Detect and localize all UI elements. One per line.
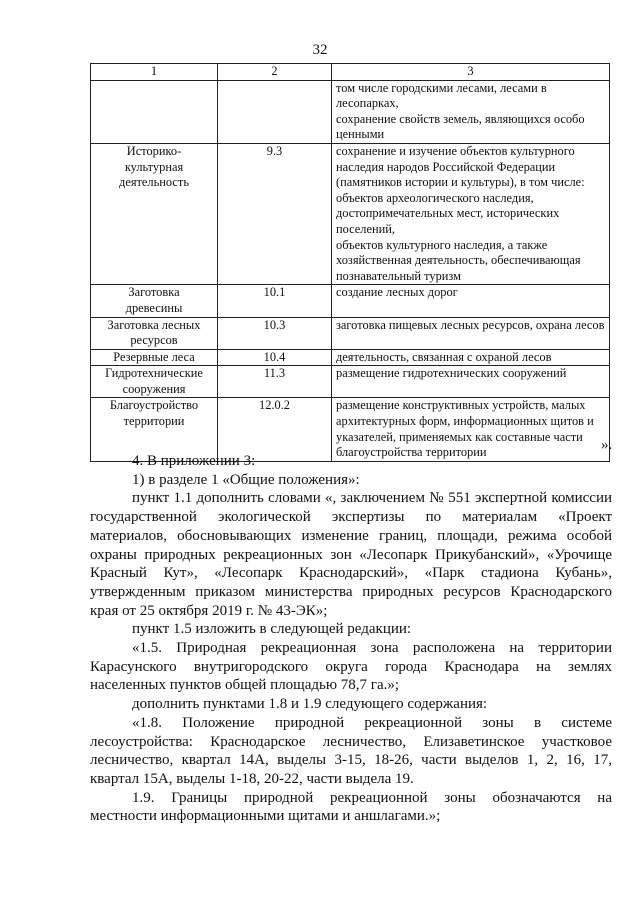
paragraph-line: «1.8. Положение природной рекреационной зоны в системе: [132, 714, 612, 731]
description-line: размещение конструктивных устройств, малых: [336, 398, 586, 413]
table-row: [91, 349, 610, 366]
type-line: Гидротехнические: [105, 366, 203, 381]
type-line: древесины: [125, 300, 183, 315]
row-code: 10.1: [218, 285, 332, 317]
land-use-table: [90, 63, 613, 462]
paragraph-line: Красный Кут», «Лесопарк Краснодарский», «Парк стадиона Кубань»,: [90, 565, 612, 582]
description-line: архитектурных форм, информационных щитов и: [336, 414, 594, 429]
row-type: [91, 80, 218, 143]
type-line: Резервные леса: [113, 349, 195, 364]
table-row: [91, 285, 610, 317]
description-line: заготовка пищевых лесных ресурсов, охрана лесов: [336, 317, 605, 332]
row-type: [91, 285, 218, 317]
description-line: создание лесных дорог: [336, 285, 458, 300]
row-code: [218, 80, 332, 143]
page-number: 32: [312, 42, 328, 58]
type-line: сооружения: [122, 381, 186, 396]
paragraph-add-items: дополнить пунктами 1.8 и 1.9 следующего содержания:: [132, 696, 488, 713]
description-line: сохранение и изучение объектов культурного: [336, 143, 575, 158]
description-line: указателей, применяемых как составные части: [336, 429, 583, 444]
description-line: том числе городскими лесами, лесами в лесопарках,: [336, 80, 547, 111]
header-col-1: 1: [91, 64, 218, 81]
row-description: [332, 285, 610, 317]
description-line: деятельность, связанная с охраной лесов: [336, 349, 552, 364]
row-type: [91, 143, 218, 284]
type-line: культурная: [124, 159, 184, 174]
body-text: [90, 452, 612, 826]
row-description: [332, 317, 610, 349]
row-type: [91, 349, 218, 366]
paragraph-line: охраны природных рекреационных зон «Лесопарк Прикубанский», «Урочище: [90, 546, 612, 563]
paragraph-line: Карасунского внутригородского округа города Краснодара на землях: [90, 658, 612, 675]
description-line: сохранение свойств земель, являющихся особо: [336, 111, 585, 126]
paragraph-line: лесничество, квартал 14А, выделы 3-15, 18-26, части выделов 1, 2, 16, 17,: [90, 752, 612, 769]
description-line: (памятников истории и культуры), в том числе:: [336, 175, 585, 190]
type-line: Заготовка лесных: [107, 317, 201, 332]
paragraph-item-1-5-intro: пункт 1.5 изложить в следующей редакции:: [132, 621, 412, 638]
description-line: объектов археологического наследия,: [336, 190, 534, 205]
description-line: достопримечательных мест, исторических поселений,: [336, 206, 560, 236]
type-line: Заготовка: [128, 285, 180, 300]
description-line: благоустройства территории: [336, 445, 487, 460]
paragraph-line: утвержденным приказом министерства природных ресурсов Краснодарского: [90, 583, 612, 600]
type-line: ресурсов: [130, 333, 178, 348]
type-line: деятельность: [119, 175, 189, 190]
table-row: [91, 366, 610, 398]
paragraph-line: 1.9. Границы природной рекреационной зоны обозначаются на: [132, 789, 612, 806]
header-col-3: 3: [332, 64, 610, 81]
type-line: Благоустройство: [109, 398, 199, 413]
row-code: 9.3: [218, 143, 332, 284]
row-code: 10.3: [218, 317, 332, 349]
row-code: 11.3: [218, 366, 332, 398]
paragraph-appendix-3: 4. В приложении 3:: [132, 453, 256, 469]
paragraph-line: материалов, обосновывающих изменение границ, площади, режима особой: [90, 527, 612, 544]
type-line: территории: [123, 414, 185, 429]
paragraph-line: государственной экологической экспертизы по материалам «Проект: [90, 509, 612, 526]
header-col-2: 2: [218, 64, 332, 81]
paragraph-line: местности информационными щитами и аншлагами.»;: [90, 808, 441, 825]
row-code: 10.4: [218, 349, 332, 366]
paragraph-line: края от 25 октября 2019 г. № 43-ЭК»;: [90, 602, 328, 619]
paragraph-line: «1.5. Природная рекреационная зона расположена на территории: [132, 640, 612, 657]
description-line: ценными: [336, 127, 385, 142]
table-row: [91, 80, 610, 143]
table-row: [91, 317, 610, 349]
table-row: [91, 143, 610, 284]
table-header-row: [91, 64, 610, 81]
row-type: [91, 366, 218, 398]
description-line: хозяйственная деятельность, обеспечивающая: [336, 253, 581, 268]
paragraph-line: пункт 1.1 дополнить словами «, заключением № 551 экспертной комиссии: [132, 490, 612, 507]
paragraph-line: лесоустройства: Краснодарское лесничество, Елизаветинское участковое: [90, 733, 612, 750]
paragraph-line: населенных пунктов общей площадью 78,7 га.»;: [90, 677, 400, 694]
description-line: наследия народов Российской Федерации: [336, 159, 556, 174]
description-line: познавательный туризм: [336, 268, 461, 283]
description-line: объектов культурного наследия, а также: [336, 237, 548, 252]
row-description: [332, 143, 610, 284]
row-code: 12.0.2: [218, 398, 332, 461]
description-line: размещение гидротехнических сооружений: [336, 366, 567, 381]
row-description: [332, 349, 610, 366]
paragraph-line: квартал 15А, выделы 1-18, 20-22, части выдела 19.: [90, 770, 414, 787]
closing-quote-mark: ».: [601, 437, 613, 453]
type-line: Историко-: [126, 143, 182, 158]
row-type: [91, 317, 218, 349]
paragraph-section-1: 1) в разделе 1 «Общие положения»:: [132, 471, 360, 488]
row-description: [332, 366, 610, 398]
row-description: [332, 80, 610, 143]
